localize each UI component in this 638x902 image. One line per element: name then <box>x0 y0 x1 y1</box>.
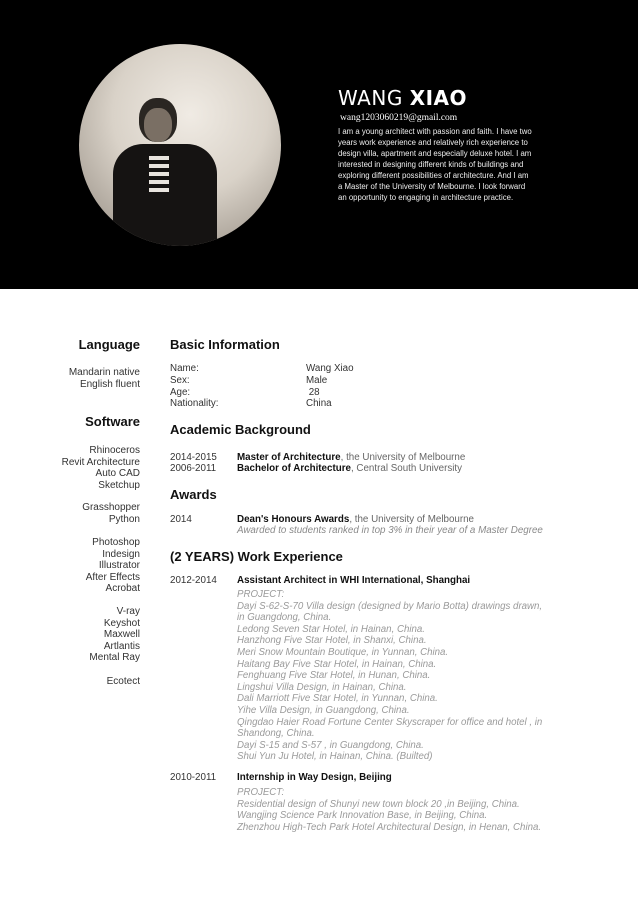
intro-line: exploring different possibilities of architecture. And I am <box>338 171 529 180</box>
project-line: Meri Snow Mountain Boutique, in Yunnan, China. <box>237 646 449 658</box>
software-item: Artlantis <box>103 640 140 652</box>
job-years: 2010-2011 <box>170 772 217 783</box>
intro-line: a Master of the University of Melbourne. I look forward <box>338 182 526 191</box>
academic-degree: Master of Architecture <box>237 452 341 463</box>
software-item: Photoshop <box>92 537 140 548</box>
software-item: V-ray <box>116 606 140 617</box>
project-line: Zhenzhou High-Tech Park Hotel Architectural Design, in Henan, China. <box>237 821 542 833</box>
photo-face <box>144 108 172 142</box>
project-line: Haitang Bay Five Star Hotel, in Hainan, China. <box>237 658 437 670</box>
intro-line: I am a young architect with passion and faith. I have two <box>338 127 532 136</box>
academic-degree: Bachelor of Architecture <box>237 463 351 474</box>
basic-info-heading: Basic Information <box>170 337 280 352</box>
language-section <box>79 337 140 352</box>
first-name: WANG <box>338 86 403 110</box>
profile-photo <box>79 44 281 246</box>
software-item: Python <box>108 513 140 525</box>
job-title-text: Internship in Way Design, Beijing <box>237 772 392 783</box>
basic-value: 28 <box>306 387 320 398</box>
academic-entry <box>237 463 462 474</box>
job-title-text: Assistant Architect in WHI International, Shanghai <box>237 575 471 586</box>
candidate-name <box>338 86 467 110</box>
project-line: Dali Marriott Five Star Hotel, in Yunnan, China. <box>237 693 438 705</box>
software-item: Indesign <box>102 548 140 560</box>
software-group <box>107 676 140 688</box>
software-item: Revit Architecture <box>61 456 140 468</box>
job-title <box>237 575 470 586</box>
work-heading: (2 YEARS) Work Experience <box>170 549 343 564</box>
software-item: Grasshopper <box>82 502 140 513</box>
software-item: Keyshot <box>103 617 140 629</box>
award-title: Dean's Honours Awards <box>237 514 350 525</box>
academic-years: 2006-2011 <box>170 463 217 474</box>
project-line: in Guangdong, China. <box>237 612 332 624</box>
header-banner <box>0 0 638 289</box>
software-item: Ecotect <box>106 676 140 687</box>
software-item: Sketchup <box>98 479 140 491</box>
project-list <box>237 787 541 833</box>
photo-shirt <box>149 156 169 196</box>
award-entry <box>237 514 474 525</box>
project-line: Residential design of Shunyi new town block 20 ,in Beijing, China. <box>237 798 520 810</box>
job-years: 2012-2014 <box>170 575 217 586</box>
academic-school: , the University of Melbourne <box>340 452 466 463</box>
project-line: Lingshui Villa Design, in Hainan, China. <box>237 681 407 693</box>
intro-line: design villa, apartment and especially deluxe hotel. I am <box>338 149 532 158</box>
software-group <box>89 606 140 664</box>
basic-label: Nationality: <box>170 398 219 409</box>
academic-school: , Central South University <box>350 463 463 474</box>
software-item: Maxwell <box>103 629 140 641</box>
intro-line: years work experience and relatively rich experience to <box>338 138 528 147</box>
job-title <box>237 772 392 783</box>
language-list <box>69 367 140 390</box>
software-item: After Effects <box>85 571 140 583</box>
project-line: Fenghuang Five Star Hotel, in Hunan, China. <box>237 670 431 682</box>
software-item: Auto CAD <box>95 468 140 480</box>
project-line: Shandong, China. <box>237 728 315 740</box>
project-line: Shui Yun Ju Hotel, in Hainan, China. (Builted) <box>237 751 433 763</box>
basic-value: Male <box>306 375 328 386</box>
award-school: , the University of Melbourne <box>349 514 475 525</box>
language-heading: Language <box>78 337 140 352</box>
academic-heading: Academic Background <box>170 422 311 437</box>
project-line: Dayi S-62-S-70 Villa design (designed by Mario Botta) drawings drawn, <box>237 600 543 612</box>
software-group <box>86 537 140 595</box>
language-item: Mandarin native <box>68 367 140 378</box>
project-line: PROJECT: <box>237 589 285 600</box>
intro-line: interested in designing different kinds of buildings and <box>338 160 524 169</box>
software-section <box>85 414 140 429</box>
software-group <box>62 445 140 491</box>
intro-line: an opportunity to engaging in architecture practice. <box>338 193 514 202</box>
software-item: Mental Ray <box>89 652 140 664</box>
software-item: Illustrator <box>98 560 140 572</box>
software-group <box>82 502 140 525</box>
academic-entry <box>237 452 465 463</box>
academic-years: 2014-2015 <box>170 452 217 463</box>
project-line: Ledong Seven Star Hotel, in Hainan, China. <box>237 623 425 635</box>
language-item: English fluent <box>79 378 140 390</box>
software-item: Rhinoceros <box>89 445 140 456</box>
basic-label: Sex: <box>170 375 190 386</box>
software-item: Acrobat <box>105 583 140 595</box>
project-line: Qingdao Haier Road Fortune Center Skyscraper for office and hotel , in <box>237 716 543 728</box>
basic-value: Wang Xiao <box>306 363 354 374</box>
award-year: 2014 <box>170 514 192 525</box>
basic-value: China <box>306 398 332 409</box>
project-line: Yihe Villa Design, in Guangdong, China. <box>237 704 410 716</box>
email-address[interactable]: wang1203060219@gmail.com <box>340 113 458 123</box>
project-line: Dayi S-15 and S-57 , in Guangdong, China. <box>237 739 424 751</box>
project-list <box>237 589 542 763</box>
awards-heading: Awards <box>170 487 217 502</box>
project-line: PROJECT: <box>237 787 285 798</box>
project-line: Hanzhong Five Star Hotel, in Shanxi, China. <box>237 635 427 647</box>
basic-label: Age: <box>170 387 191 398</box>
basic-label: Name: <box>170 363 199 374</box>
project-line: Wangjing Science Park Innovation Base, in Beijing, China. <box>237 810 488 822</box>
award-note: Awarded to students ranked in top 3% in their year of a Master Degree <box>237 525 543 536</box>
last-name: XIAO <box>409 86 468 110</box>
software-heading: Software <box>85 414 140 429</box>
